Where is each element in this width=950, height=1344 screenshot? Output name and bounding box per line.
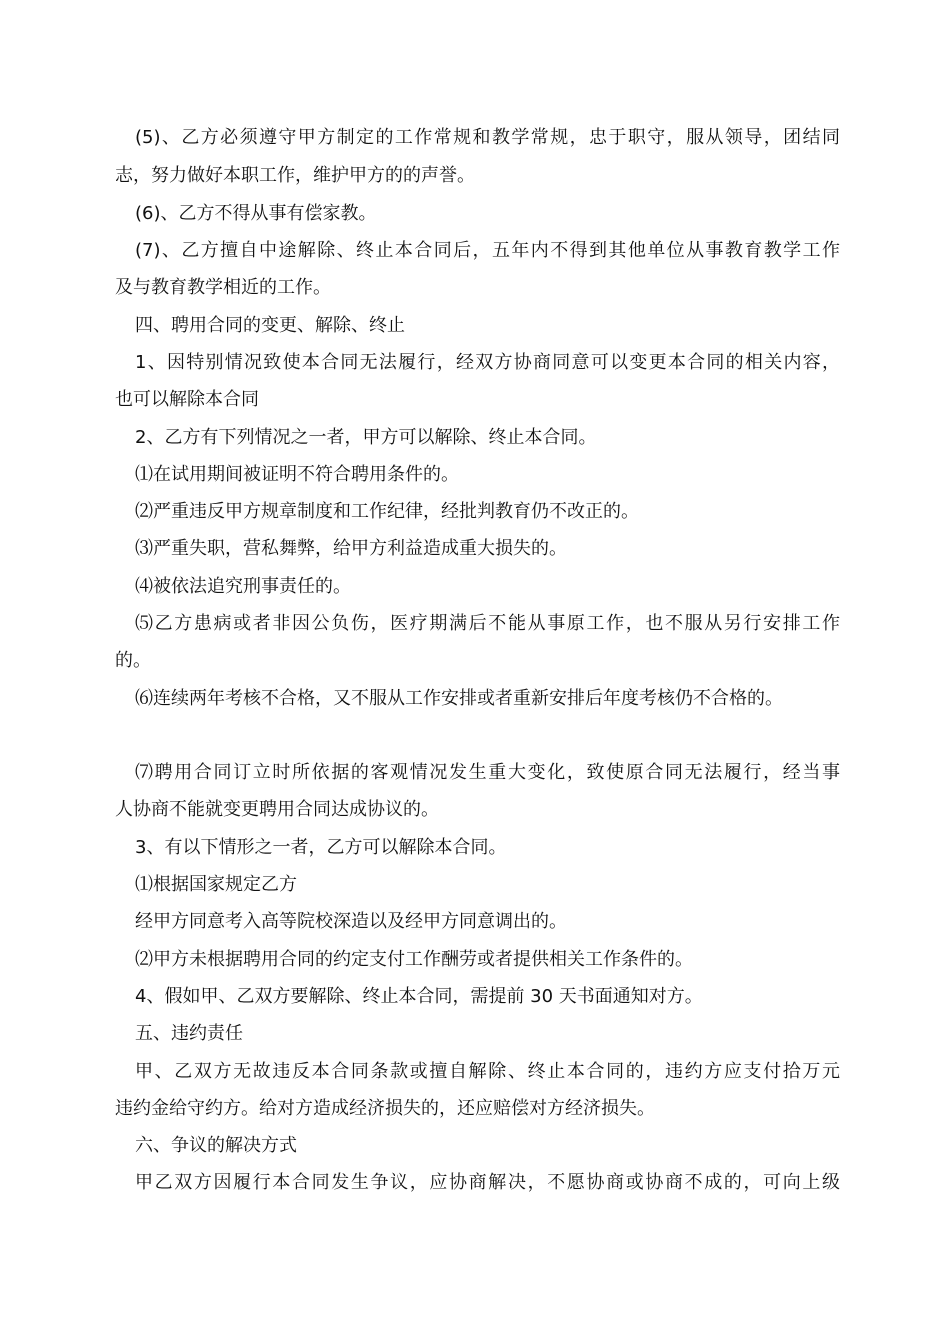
- text-line: ⑶严重失职，营私舞弊，给甲方利益造成重大损失的。: [135, 538, 567, 559]
- text-line: (5)、乙方必须遵守甲方制定的工作常规和教学常规，忠于职守，服从领导，团结同: [135, 127, 840, 148]
- text-line: 甲、乙双方无故违反本合同条款或擅自解除、终止本合同的，违约方应支付拾万元: [135, 1061, 840, 1082]
- section-heading: 六、争议的解决方式: [135, 1135, 297, 1156]
- text-line: 3、有以下情形之一者，乙方可以解除本合同。: [135, 837, 507, 858]
- section-heading: 五、违约责任: [135, 1023, 243, 1044]
- text-line: 志，努力做好本职工作，维护甲方的的声誉。: [115, 165, 475, 186]
- text-line: (6)、乙方不得从事有偿家教。: [135, 203, 377, 224]
- text-line: (7)、乙方擅自中途解除、终止本合同后，五年内不得到其他单位从事教育教学工作: [135, 240, 840, 261]
- text-line: 违约金给守约方。给对方造成经济损失的，还应赔偿对方经济损失。: [115, 1098, 655, 1119]
- text-line: ⑹连续两年考核不合格，又不服从工作安排或者重新安排后年度考核仍不合格的。: [135, 688, 783, 709]
- text-line: ⑺聘用合同订立时所依据的客观情况发生重大变化，致使原合同无法履行，经当事: [135, 762, 840, 783]
- text-line: 经甲方同意考入高等院校深造以及经甲方同意调出的。: [135, 911, 567, 932]
- text-line: 1、因特别情况致使本合同无法履行，经双方协商同意可以变更本合同的相关内容，: [135, 352, 840, 373]
- text-line: ⑴根据国家规定乙方: [135, 874, 297, 895]
- text-line: ⑴在试用期间被证明不符合聘用条件的。: [135, 464, 459, 485]
- text-line: ⑸乙方患病或者非因公负伤，医疗期满后不能从事原工作，也不服从另行安排工作: [135, 613, 840, 634]
- section-heading: 四、聘用合同的变更、解除、终止: [135, 315, 405, 336]
- text-line: ⑷被依法追究刑事责任的。: [135, 576, 351, 597]
- text-line: 也可以解除本合同: [115, 389, 259, 410]
- text-line: 甲乙双方因履行本合同发生争议，应协商解决，不愿协商或协商不成的，可向上级: [135, 1172, 840, 1193]
- text-line: ⑵甲方未根据聘用合同的约定支付工作酬劳或者提供相关工作条件的。: [135, 949, 693, 970]
- text-line: 4、假如甲、乙双方要解除、终止本合同，需提前 30 天书面通知对方。: [135, 986, 703, 1007]
- text-line: 2、乙方有下列情况之一者，甲方可以解除、终止本合同。: [135, 427, 597, 448]
- text-line: 的。: [115, 650, 151, 671]
- text-line: ⑵严重违反甲方规章制度和工作纪律，经批判教育仍不改正的。: [135, 501, 639, 522]
- text-line: 及与教育教学相近的工作。: [115, 277, 331, 298]
- text-line: 人协商不能就变更聘用合同达成协议的。: [115, 799, 439, 820]
